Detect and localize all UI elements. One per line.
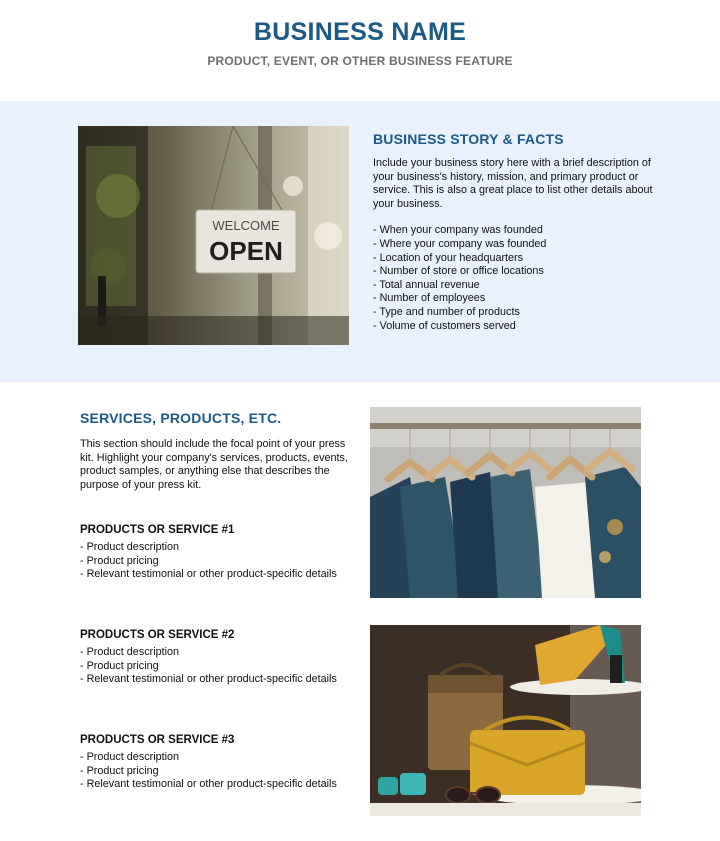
list-item: - Product pricing: [80, 659, 159, 672]
sign-open-text: OPEN: [209, 236, 283, 266]
product-title: PRODUCTS OR SERVICE #2: [80, 629, 235, 641]
list-item: - Type and number of products: [373, 305, 520, 318]
list-item: - Number of employees: [373, 292, 486, 305]
list-item: - Relevant testimonial or other product-specific details: [80, 568, 337, 581]
sign-welcome-text: WELCOME: [212, 218, 280, 233]
list-item: - Product description: [80, 646, 180, 658]
open-sign-photo: [78, 126, 349, 345]
business-story-intro: Include your business story here with a brief description of your business's history, mission, and primary product or service. This is also a great place to list other details about your business.: [373, 157, 653, 210]
business-story-block: [373, 131, 673, 333]
business-feature-subtitle: PRODUCT, EVENT, OR OTHER BUSINESS FEATURE: [207, 54, 513, 68]
business-name-title: BUSINESS NAME: [253, 18, 467, 46]
list-item: - Total annual revenue: [373, 278, 480, 291]
list-item: - Location of your headquarters: [373, 251, 524, 264]
list-item: - Number of store or office locations: [373, 265, 544, 278]
product-block-1: [80, 524, 355, 582]
services-heading: SERVICES, PRODUCTS, ETC.: [80, 410, 282, 426]
list-item: - When your company was founded: [373, 224, 543, 237]
list-item: - Volume of customers served: [373, 319, 516, 332]
bags-and-shoes-photo: [370, 625, 641, 816]
clothing-hangers-photo: [370, 407, 641, 598]
list-item: - Product pricing: [80, 764, 159, 777]
product-title: PRODUCTS OR SERVICE #1: [80, 524, 235, 536]
business-story-heading: BUSINESS STORY & FACTS: [373, 131, 564, 147]
list-item: - Relevant testimonial or other product-specific details: [80, 673, 337, 686]
product-block-3: [80, 734, 355, 792]
product-title: PRODUCTS OR SERVICE #3: [80, 734, 235, 746]
product-details-list: [80, 646, 355, 687]
business-facts-list: [373, 224, 673, 333]
page-header: [0, 18, 720, 68]
services-intro: This section should include the focal point of your press kit. Highlight your company's services, products, events, product samples, or anything else that describes the purpose of your press kit.: [80, 438, 348, 491]
list-item: - Product pricing: [80, 554, 159, 567]
list-item: - Product description: [80, 541, 180, 553]
product-block-2: [80, 629, 355, 687]
product-details-list: [80, 541, 355, 582]
product-details-list: [80, 751, 355, 792]
list-item: - Product description: [80, 751, 180, 763]
services-block: [80, 410, 355, 492]
list-item: - Relevant testimonial or other product-specific details: [80, 778, 337, 791]
list-item: - Where your company was founded: [373, 237, 547, 250]
